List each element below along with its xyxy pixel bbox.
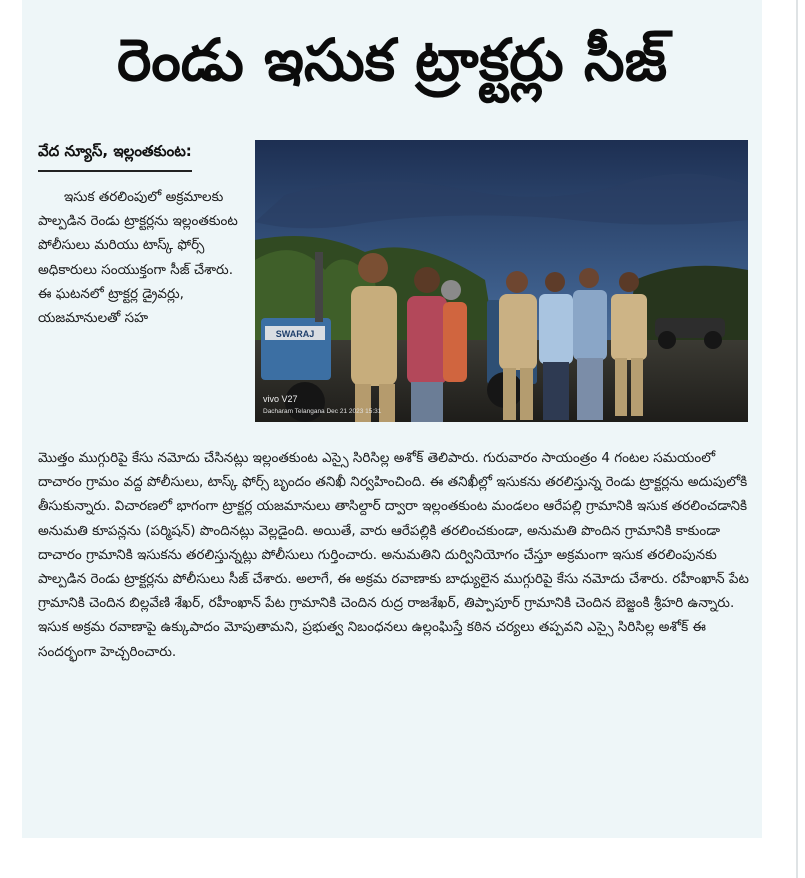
tractor-brand: SWARAJ [275,329,315,339]
camera-watermark: vivo V27 [263,394,298,404]
person-light-shirt [539,272,573,420]
news-clipping [22,0,762,838]
dateline: వేద న్యూస్, ఇల్లంతకుంట: [38,142,192,172]
body-text: మొత్తం ముగ్గురిపై కేసు నమోదు చేసినట్లు ఇల్లంతకుంట ఎస్సై సిరిసిల్ల అశోక్ తెలిపారు. గురువారం సాయంత్రం 4 గంటల సమయంలో దాచారం గ్రామం వద్ద పోలీసులు, టాస్క్ ఫోర్స్ బృందం తనిఖీ నిర్వహించింది. ఈ తనిఖీల్లో ఇసుకను తరలిస్తున్న రెండు ట్రాక్టర్లను అదుపులోకి తీసుకున్నారు. విచారణలో భాగంగా ట్రాక్టర్ల యజమానులు తాసిల్దార్ ద్వారా ఇల్లంతకుంట మండలం ఆరేపల్లి గ్రామానికి ఇసుక తరలించడానికి అనుమతి కూపన్లను (పర్మిషన్) పొందినట్లు వెల్లడైంది. అయితే, వారు ఆరేపల్లికి తరలించకుండా, అనుమతి పొందిన గ్రామానికి కాకుండా దాచారం గ్రామానికి ఇసుకను తరలిస్తున్నట్లు పోలీసులు గుర్తించారు. అనుమతిని దుర్వినియోగం చేస్తూ అక్రమంగా ఇసుక తరలింపునకు పాల్పడిన రెండు ట్రాక్టర్లను పోలీసులు సీజ్ చేశారు. అలాగే, ఈ అక్రమ రవాణాకు బాధ్యులైన ముగ్గురిపై కేసు నమోదు చేశారు. రహీంఖాన్ పేట గ్రామానికి చెందిన బిల్లవేణి శేఖర్, రహీంఖాన్ పేట గ్రామానికి చెందిన రుద్ర రాజశేఖర్, తిప్పాపూర్ గ్రామానికి చెందిన బెజ్జంకి శ్రీహరి ఉన్నారు. ఇసుక అక్రమ రవాణాపై ఉక్కుపాదం మోపుతామని, ప్రభుత్వ నిబంధనలు ఉల్లంఘిస్తే కఠిన చర్యలు తప్పవని ఎస్సై సిరిసిల్ల అశోక్ ఈ సందర్భంగా హెచ్చరించారు. [38,450,749,660]
page-edge-line [796,0,798,878]
lede-text: ఇసుక తరలింపులో అక్రమాలకు పాల్పడిన రెండు ట్రాక్టర్లను ఇల్లంతకుంట పోలీసులు మరియు టాస్క్ ఫోర్స్ అధికారులు సంయుక్తంగా సీజ్ చేశారు. ఈ ఘటనలో ట్రాక్టర్ల డ్రైవర్లు, యజమానులతో సహ [38,189,238,327]
headline: రెండు ఇసుక ట్రాక్టర్లు సీజ్ [116,26,668,94]
lede-paragraph [38,185,250,330]
camera-watermark-location: Dacharam Telangana Dec 21 2023 15:31 [263,408,382,415]
news-photo [255,140,748,422]
photo-illustration [255,140,748,422]
body-paragraph [38,446,750,664]
person-blue-shirt [573,268,607,420]
